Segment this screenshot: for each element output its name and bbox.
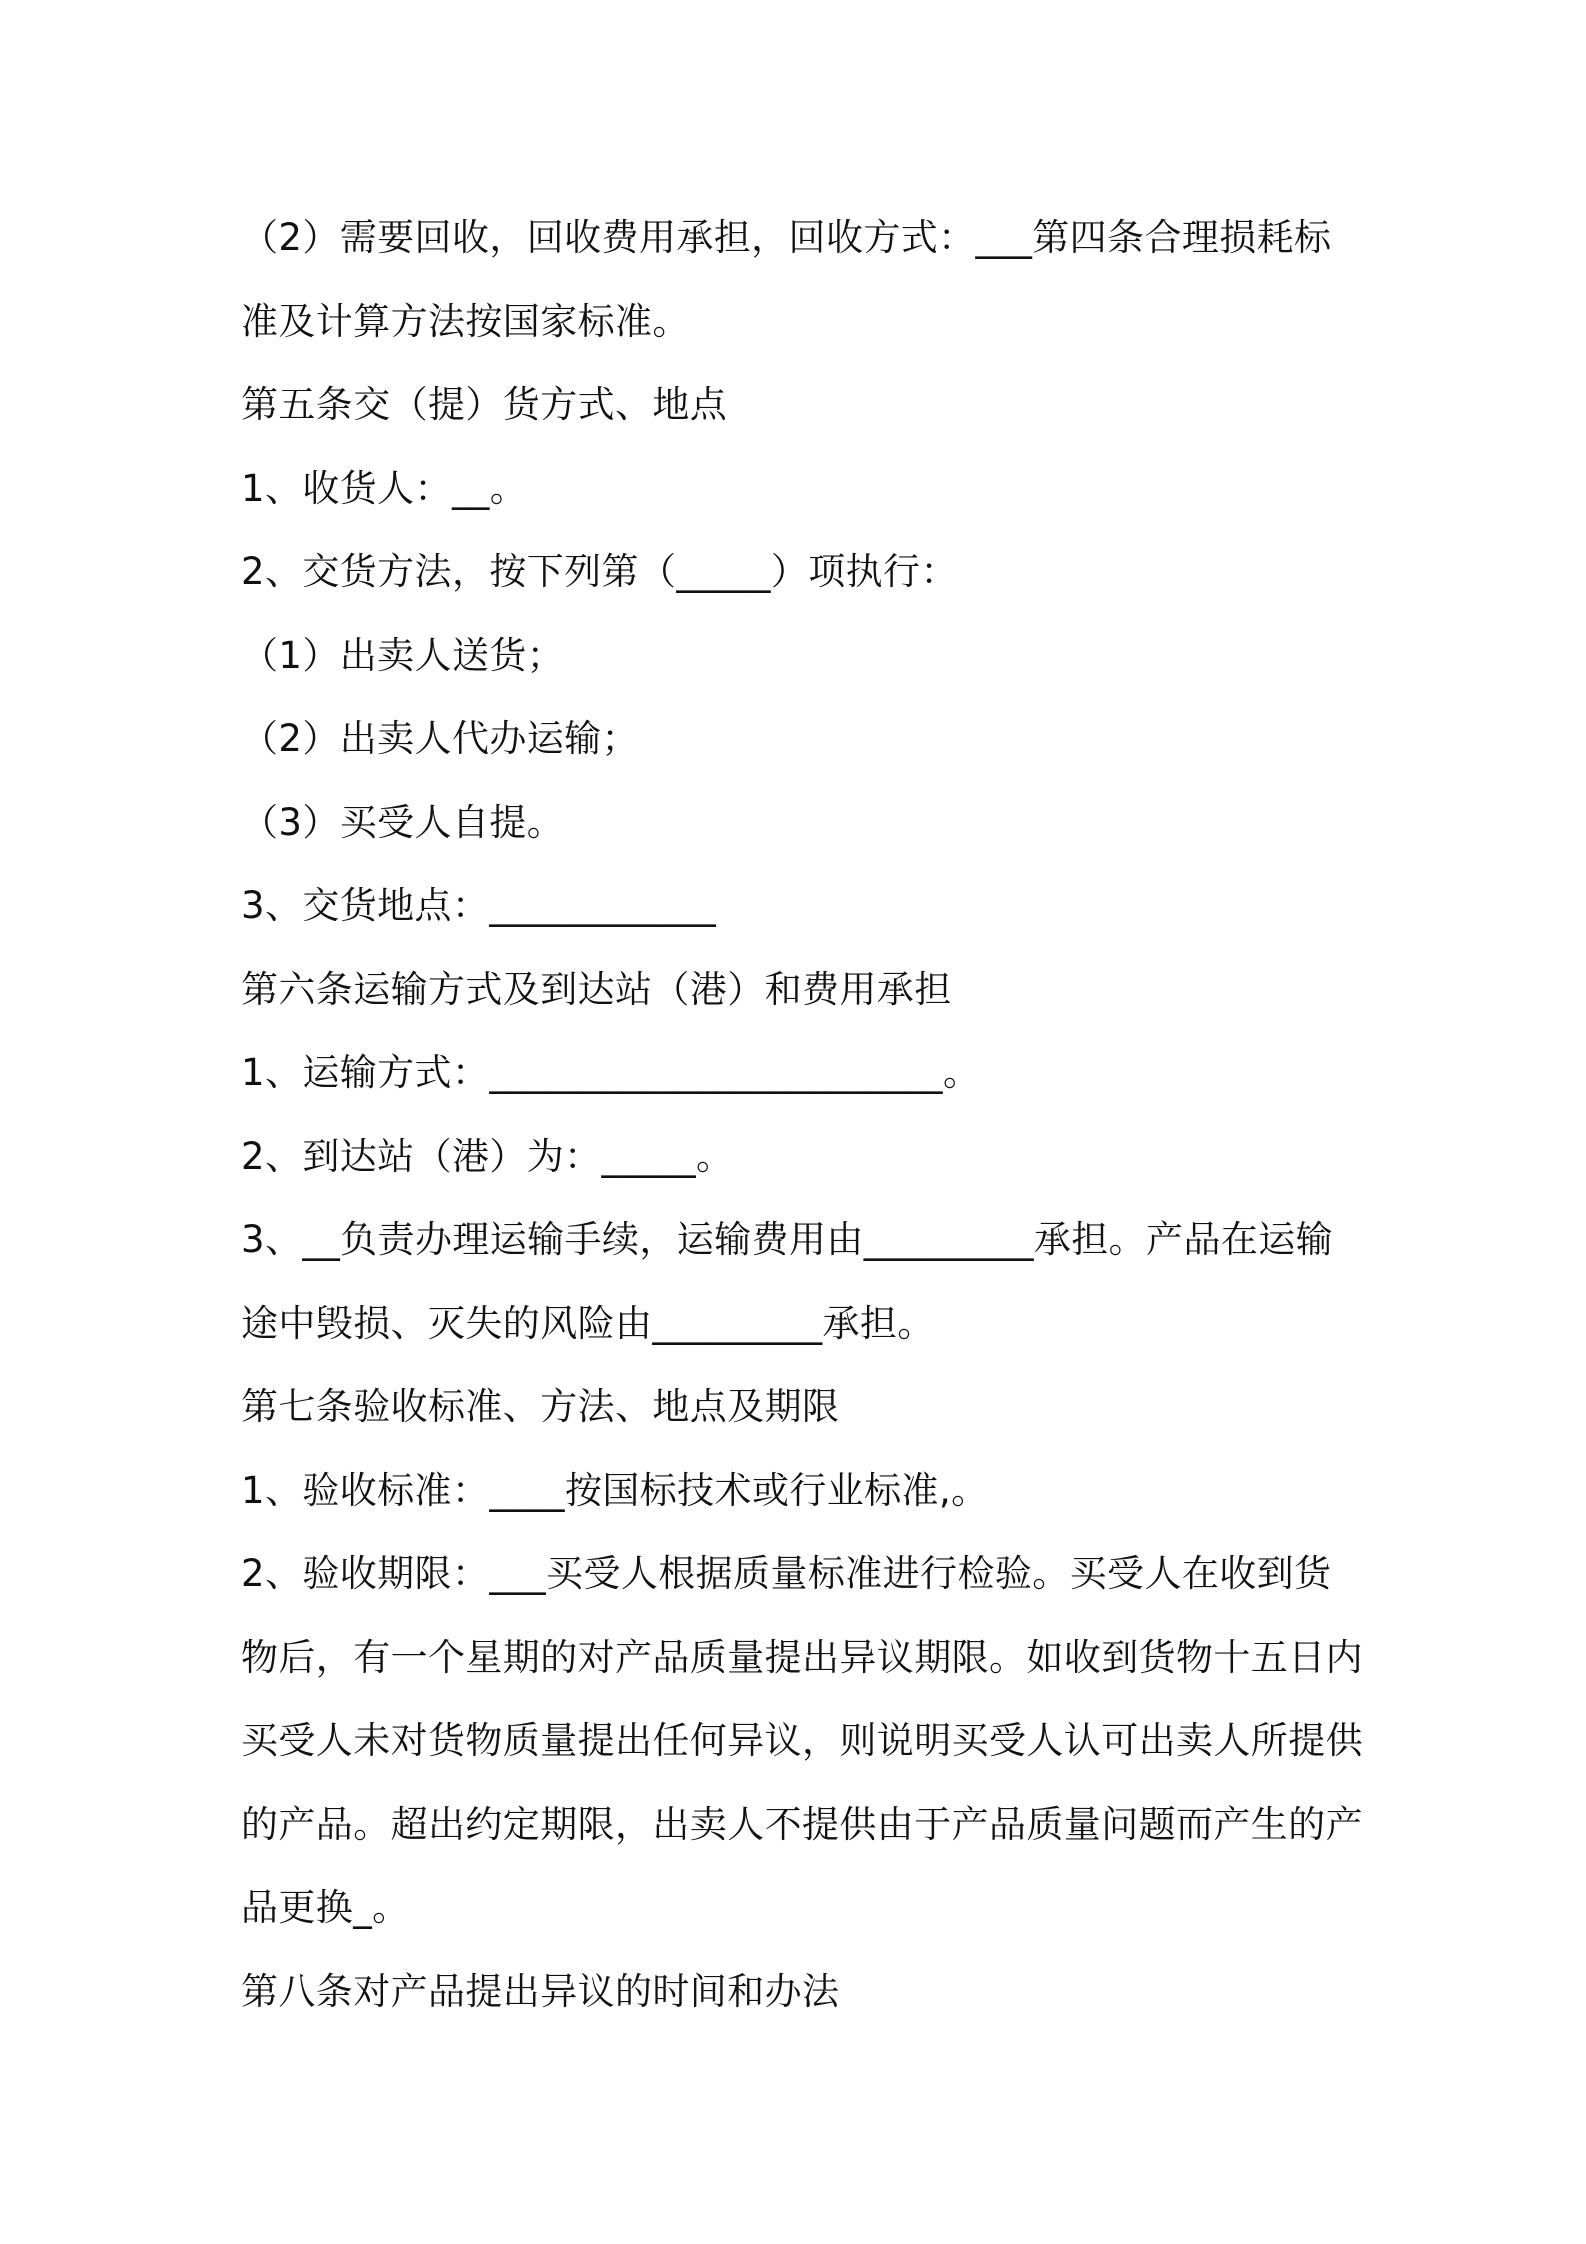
text-line: （2）出卖人代办运输； bbox=[241, 717, 639, 760]
text-line: （2）需要回收，回收费用承担，回收方式：___第四条合理损耗标 bbox=[241, 216, 1332, 259]
text-line: 1、收货人：__。 bbox=[241, 466, 528, 510]
text-line: （1）出卖人送货； bbox=[241, 633, 565, 677]
text-line: 1、验收标准：____按国标技术或行业标准,。 bbox=[241, 1468, 989, 1512]
text-line: 2、验收期限：___买受人根据质量标准进行检验。买受人在收到货 bbox=[241, 1552, 1332, 1595]
section-heading: 第五条交（提）货方式、地点 bbox=[241, 383, 728, 426]
text-line: 物后，有一个星期的对产品质量提出异议期限。如收到货物十五日内 bbox=[241, 1635, 1363, 1679]
text-line: 3、交货地点：____________ bbox=[241, 884, 717, 927]
section-heading: 第七条验收标准、方法、地点及期限 bbox=[241, 1385, 840, 1428]
section-heading: 第六条运输方式及到达站（港）和费用承担 bbox=[241, 967, 952, 1011]
section-heading: 第八条对产品提出异议的时间和办法 bbox=[241, 1969, 840, 2013]
text-line: 1、运输方式：________________________。 bbox=[241, 1051, 981, 1094]
text-line: 品更换_。 bbox=[241, 1886, 410, 1929]
text-line: 买受人未对货物质量提出任何异议，则说明买受人认可出卖人所提供 bbox=[241, 1719, 1363, 1762]
text-line: 的产品。超出约定期限，出卖人不提供由于产品质量问题而产生的产 bbox=[241, 1802, 1363, 1846]
document-body bbox=[241, 196, 1361, 2033]
text-line: 2、交货方法，按下列第（_____）项执行： bbox=[241, 550, 958, 593]
text-line: 途中毁损、灭失的风险由_________承担。 bbox=[241, 1301, 935, 1345]
text-line: 3、__负责办理运输手续，运输费用由_________承担。产品在运输 bbox=[241, 1218, 1334, 1261]
text-line: （3）买受人自提。 bbox=[241, 800, 565, 844]
text-line: 2、到达站（港）为：_____。 bbox=[241, 1134, 734, 1178]
text-line: 准及计算方法按国家标准。 bbox=[241, 299, 690, 343]
